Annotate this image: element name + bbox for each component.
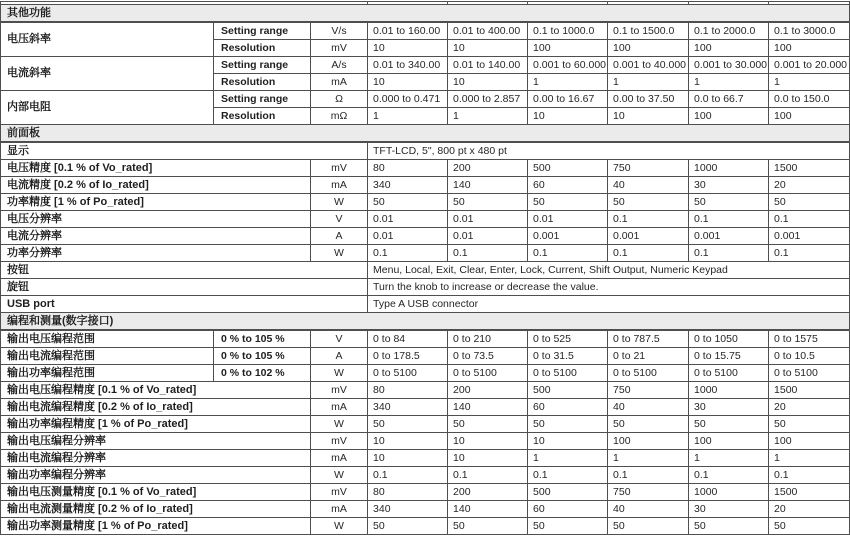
value-cell: 50	[448, 518, 528, 535]
row-current-accuracy	[1, 177, 850, 194]
label-cell: 输出电压测量精度 [0.1 % of Vo_rated]	[1, 484, 311, 501]
unit-cell: mA	[311, 177, 368, 194]
value-cell: 0.1	[769, 467, 850, 484]
value-cell: 50	[448, 194, 528, 211]
value-cell: 10	[528, 108, 608, 125]
value-cell: 60	[528, 177, 608, 194]
value-cell: 0.000 to 2.857	[448, 91, 528, 108]
value-cell: 0.01	[448, 211, 528, 228]
specifications-table	[0, 1, 850, 535]
unit-cell: W	[311, 467, 368, 484]
row-output-current-program-range	[1, 348, 850, 365]
row-display	[1, 142, 850, 160]
label-cell: 电压斜率	[1, 22, 214, 57]
unit-cell: W	[311, 194, 368, 211]
value-cell: 50	[368, 416, 448, 433]
row-output-voltage-program-resolution	[1, 433, 850, 450]
value-cell: 0 to 10.5	[769, 348, 850, 365]
label-cell: 输出电压编程精度 [0.1 % of Vo_rated]	[1, 382, 311, 399]
value-cell: 1000	[689, 382, 769, 399]
unit-cell: V	[311, 211, 368, 228]
sub-label-cell: Resolution	[214, 40, 311, 57]
value-cell: 0 to 31.5	[528, 348, 608, 365]
value-cell: 0.1	[528, 245, 608, 262]
value-cell: 0 to 5100	[689, 365, 769, 382]
label-cell: 旋钮	[1, 279, 368, 296]
value-cell: 0.001 to 40.000	[608, 57, 689, 74]
value-cell: 50	[769, 416, 850, 433]
value-cell: 1000	[689, 484, 769, 501]
value-cell: 0.01 to 160.00	[368, 22, 448, 40]
value-cell: 0 to 5100	[769, 365, 850, 382]
value-cell: 0 to 5100	[368, 365, 448, 382]
label-cell: 输出功率编程精度 [1 % of Po_rated]	[1, 416, 311, 433]
value-cell: 140	[448, 399, 528, 416]
label-cell: 输出电压编程分辨率	[1, 433, 311, 450]
unit-cell: mV	[311, 160, 368, 177]
row-output-voltage-program-accuracy	[1, 382, 850, 399]
value-cell: 100	[608, 40, 689, 57]
value-cell: 50	[689, 518, 769, 535]
row-output-current-measure-accuracy	[1, 501, 850, 518]
value-cell: 200	[448, 484, 528, 501]
value-cell: 50	[448, 416, 528, 433]
value-cell: 50	[528, 518, 608, 535]
value-cell: 340	[368, 177, 448, 194]
value-cell: 750	[608, 382, 689, 399]
value-cell: 40	[608, 177, 689, 194]
value-cell: 30	[689, 177, 769, 194]
value-cell: 0.1	[769, 245, 850, 262]
value-cell: 0 to 21	[608, 348, 689, 365]
row-current-resolution	[1, 228, 850, 245]
label-cell: USB port	[1, 296, 368, 313]
value-cell: 0.1	[368, 467, 448, 484]
value-cell: 50	[769, 518, 850, 535]
value-cell: 0 to 210	[448, 330, 528, 348]
span-value-cell: Turn the knob to increase or decrease the value.	[368, 279, 850, 296]
label-cell: 电流分辨率	[1, 228, 311, 245]
sub-label-cell: 0 % to 105 %	[214, 348, 311, 365]
row-current-slew-rate-setting	[1, 57, 850, 74]
value-cell: 340	[368, 501, 448, 518]
unit-cell: mΩ	[311, 108, 368, 125]
value-cell: 1	[769, 450, 850, 467]
value-cell: 10	[368, 433, 448, 450]
row-output-current-program-resolution	[1, 450, 850, 467]
label-cell: 输出功率编程分辨率	[1, 467, 311, 484]
value-cell: 0.1	[608, 211, 689, 228]
value-cell: 0.001 to 20.000	[769, 57, 850, 74]
value-cell: 0.00 to 16.67	[528, 91, 608, 108]
label-cell: 输出电流编程范围	[1, 348, 214, 365]
span-value-cell: TFT-LCD, 5", 800 pt x 480 pt	[368, 142, 850, 160]
section-header: 其他功能	[1, 5, 850, 23]
value-cell: 10	[368, 74, 448, 91]
value-cell: 1	[689, 74, 769, 91]
value-cell: 0.1 to 3000.0	[769, 22, 850, 40]
unit-cell: W	[311, 365, 368, 382]
row-buttons	[1, 262, 850, 279]
value-cell: 0.1 to 1500.0	[608, 22, 689, 40]
label-cell: 电压分辨率	[1, 211, 311, 228]
value-cell: 0 to 84	[368, 330, 448, 348]
value-cell: 0.01	[528, 211, 608, 228]
label-cell: 输出电流编程精度 [0.2 % of Io_rated]	[1, 399, 311, 416]
value-cell: 30	[689, 501, 769, 518]
value-cell: 10	[448, 433, 528, 450]
value-cell: 50	[528, 194, 608, 211]
label-cell: 功率分辨率	[1, 245, 311, 262]
value-cell: 1000	[689, 160, 769, 177]
value-cell: 0.01	[368, 228, 448, 245]
span-value-cell: Type A USB connector	[368, 296, 850, 313]
value-cell: 100	[769, 108, 850, 125]
value-cell: 0 to 5100	[448, 365, 528, 382]
value-cell: 50	[368, 518, 448, 535]
row-internal-resistance-setting	[1, 91, 850, 108]
unit-cell: mV	[311, 382, 368, 399]
value-cell: 750	[608, 160, 689, 177]
value-cell: 80	[368, 160, 448, 177]
value-cell: 340	[368, 399, 448, 416]
unit-cell: mV	[311, 433, 368, 450]
value-cell: 0.1 to 1000.0	[528, 22, 608, 40]
value-cell: 1500	[769, 484, 850, 501]
value-cell: 140	[448, 177, 528, 194]
value-cell: 50	[769, 194, 850, 211]
row-output-power-program-resolution	[1, 467, 850, 484]
value-cell: 0.1	[689, 245, 769, 262]
unit-cell: V/s	[311, 22, 368, 40]
value-cell: 0.01	[368, 211, 448, 228]
sub-label-cell: 0 % to 102 %	[214, 365, 311, 382]
label-cell: 输出电流测量精度 [0.2 % of Io_rated]	[1, 501, 311, 518]
value-cell: 80	[368, 484, 448, 501]
section-programming-measurement	[1, 313, 850, 331]
label-cell: 输出功率测量精度 [1 % of Po_rated]	[1, 518, 311, 535]
label-cell: 功率精度 [1 % of Po_rated]	[1, 194, 311, 211]
unit-cell: mA	[311, 450, 368, 467]
label-cell: 电压精度 [0.1 % of Vo_rated]	[1, 160, 311, 177]
value-cell: 20	[769, 501, 850, 518]
unit-cell: A	[311, 348, 368, 365]
value-cell: 100	[769, 433, 850, 450]
value-cell: 10	[448, 40, 528, 57]
row-voltage-accuracy	[1, 160, 850, 177]
value-cell: 0.000 to 0.471	[368, 91, 448, 108]
row-voltage-slew-rate-setting	[1, 22, 850, 40]
value-cell: 500	[528, 160, 608, 177]
value-cell: 0 to 1050	[689, 330, 769, 348]
value-cell: 1	[608, 74, 689, 91]
value-cell: 100	[689, 40, 769, 57]
label-cell: 电流精度 [0.2 % of Io_rated]	[1, 177, 311, 194]
value-cell: 0.001	[528, 228, 608, 245]
value-cell: 500	[528, 484, 608, 501]
value-cell: 0.001	[689, 228, 769, 245]
value-cell: 50	[368, 194, 448, 211]
row-output-power-measure-accuracy	[1, 518, 850, 535]
label-cell: 内部电阻	[1, 91, 214, 125]
value-cell: 100	[769, 40, 850, 57]
value-cell: 100	[528, 40, 608, 57]
value-cell: 0.0 to 66.7	[689, 91, 769, 108]
value-cell: 0.1	[528, 467, 608, 484]
value-cell: 0.001	[769, 228, 850, 245]
value-cell: 0 to 178.5	[368, 348, 448, 365]
value-cell: 0 to 525	[528, 330, 608, 348]
value-cell: 0.01 to 340.00	[368, 57, 448, 74]
value-cell: 1	[528, 74, 608, 91]
value-cell: 0.001 to 30.000	[689, 57, 769, 74]
unit-cell: W	[311, 416, 368, 433]
label-cell: 显示	[1, 142, 368, 160]
value-cell: 0 to 73.5	[448, 348, 528, 365]
value-cell: 0 to 787.5	[608, 330, 689, 348]
value-cell: 50	[689, 194, 769, 211]
value-cell: 200	[448, 382, 528, 399]
value-cell: 0.01 to 140.00	[448, 57, 528, 74]
row-output-voltage-measure-accuracy	[1, 484, 850, 501]
value-cell: 0 to 1575	[769, 330, 850, 348]
label-cell: 输出电压编程范围	[1, 330, 214, 348]
value-cell: 0.1	[689, 211, 769, 228]
value-cell: 10	[528, 433, 608, 450]
row-output-power-program-range	[1, 365, 850, 382]
value-cell: 50	[608, 194, 689, 211]
unit-cell: mA	[311, 74, 368, 91]
row-power-accuracy	[1, 194, 850, 211]
value-cell: 0.1	[448, 245, 528, 262]
value-cell: 1	[448, 108, 528, 125]
row-usb-port	[1, 296, 850, 313]
unit-cell: mV	[311, 40, 368, 57]
value-cell: 1	[769, 74, 850, 91]
value-cell: 200	[448, 160, 528, 177]
value-cell: 20	[769, 399, 850, 416]
value-cell: 80	[368, 382, 448, 399]
value-cell: 1	[368, 108, 448, 125]
value-cell: 10	[448, 450, 528, 467]
unit-cell: A	[311, 228, 368, 245]
unit-cell: W	[311, 245, 368, 262]
value-cell: 0.001	[608, 228, 689, 245]
value-cell: 40	[608, 399, 689, 416]
unit-cell: mA	[311, 399, 368, 416]
sub-label-cell: Resolution	[214, 74, 311, 91]
value-cell: 10	[368, 450, 448, 467]
value-cell: 30	[689, 399, 769, 416]
sub-label-cell: 0 % to 105 %	[214, 330, 311, 348]
value-cell: 10	[368, 40, 448, 57]
value-cell: 0.0 to 150.0	[769, 91, 850, 108]
sub-label-cell: Resolution	[214, 108, 311, 125]
value-cell: 50	[608, 518, 689, 535]
sub-label-cell: Setting range	[214, 91, 311, 108]
value-cell: 0.1	[608, 467, 689, 484]
value-cell: 0.001 to 60.000	[528, 57, 608, 74]
value-cell: 0.1	[368, 245, 448, 262]
value-cell: 0 to 5100	[528, 365, 608, 382]
value-cell: 750	[608, 484, 689, 501]
row-output-current-program-accuracy	[1, 399, 850, 416]
label-cell: 按钮	[1, 262, 368, 279]
label-cell: 输出功率编程范围	[1, 365, 214, 382]
unit-cell: Ω	[311, 91, 368, 108]
value-cell: 0.01 to 400.00	[448, 22, 528, 40]
row-output-voltage-program-range	[1, 330, 850, 348]
unit-cell: V	[311, 330, 368, 348]
value-cell: 1	[689, 450, 769, 467]
value-cell: 1	[528, 450, 608, 467]
value-cell: 60	[528, 399, 608, 416]
value-cell: 100	[689, 433, 769, 450]
sub-label-cell: Setting range	[214, 22, 311, 40]
value-cell: 0.1	[608, 245, 689, 262]
sub-label-cell: Setting range	[214, 57, 311, 74]
label-cell: 输出电流编程分辨率	[1, 450, 311, 467]
section-front-panel	[1, 125, 850, 143]
value-cell: 0.1	[448, 467, 528, 484]
section-header: 前面板	[1, 125, 850, 143]
value-cell: 40	[608, 501, 689, 518]
value-cell: 1	[608, 450, 689, 467]
value-cell: 1500	[769, 382, 850, 399]
value-cell: 20	[769, 177, 850, 194]
row-power-resolution	[1, 245, 850, 262]
unit-cell: A/s	[311, 57, 368, 74]
row-output-power-program-accuracy	[1, 416, 850, 433]
value-cell: 10	[608, 108, 689, 125]
row-knob	[1, 279, 850, 296]
unit-cell: mV	[311, 484, 368, 501]
label-cell: 电流斜率	[1, 57, 214, 91]
section-other-functions	[1, 5, 850, 23]
section-header: 编程和测量(数字接口)	[1, 313, 850, 331]
value-cell: 100	[608, 433, 689, 450]
value-cell: 500	[528, 382, 608, 399]
value-cell: 60	[528, 501, 608, 518]
value-cell: 1500	[769, 160, 850, 177]
value-cell: 50	[608, 416, 689, 433]
value-cell: 0.1	[769, 211, 850, 228]
value-cell: 0.00 to 37.50	[608, 91, 689, 108]
value-cell: 50	[528, 416, 608, 433]
unit-cell: mA	[311, 501, 368, 518]
unit-cell: W	[311, 518, 368, 535]
value-cell: 0 to 5100	[608, 365, 689, 382]
value-cell: 0 to 15.75	[689, 348, 769, 365]
row-voltage-resolution	[1, 211, 850, 228]
value-cell: 100	[689, 108, 769, 125]
value-cell: 0.01	[448, 228, 528, 245]
value-cell: 10	[448, 74, 528, 91]
value-cell: 0.1	[689, 467, 769, 484]
value-cell: 50	[689, 416, 769, 433]
span-value-cell: Menu, Local, Exit, Clear, Enter, Lock, Current, Shift Output, Numeric Keypad	[368, 262, 850, 279]
value-cell: 0.1 to 2000.0	[689, 22, 769, 40]
value-cell: 140	[448, 501, 528, 518]
